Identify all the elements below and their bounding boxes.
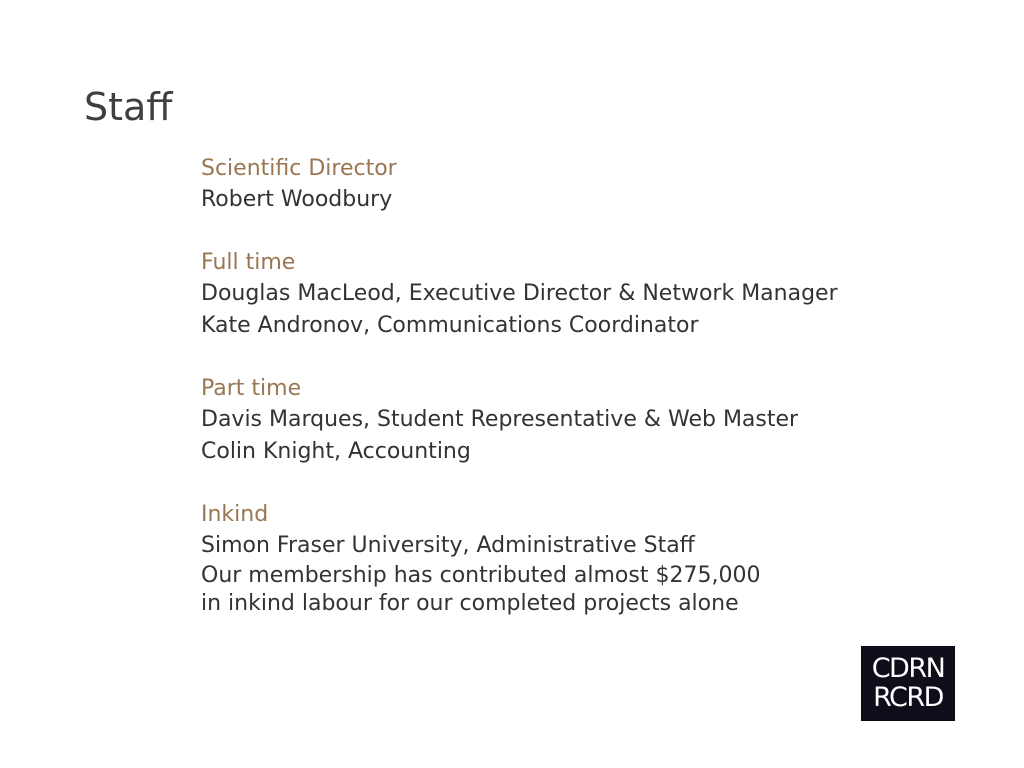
staff-entry: Simon Fraser University, Administrative Staff [201,533,695,558]
staff-entry: Davis Marques, Student Representative & Web Master [201,407,799,432]
section-heading: Part time [201,376,302,401]
section-heading: Full time [201,250,296,275]
staff-entry: Kate Andronov, Communications Coordinator [201,313,699,338]
page-title: Staff [84,85,173,129]
logo-line-2: RCRD [873,682,943,713]
section-full-time [201,248,961,342]
staff-entry: Robert Woodbury [201,187,393,212]
staff-entry: Colin Knight, Accounting [201,439,471,464]
section-heading: Scientific Director [201,156,397,181]
staff-entry: Douglas MacLeod, Executive Director & Network Manager [201,281,838,306]
section-heading: Inkind [201,502,269,527]
contribution-note: in inkind labour for our completed projects alone [201,591,739,616]
section-part-time [201,374,961,468]
section-scientific-director [201,154,961,216]
logo-line-1: CDRN [871,653,945,684]
cdrn-logo [861,646,955,721]
staff-list [201,154,961,618]
contribution-note: Our membership has contributed almost $275,000 [201,563,761,588]
section-inkind [201,500,961,618]
